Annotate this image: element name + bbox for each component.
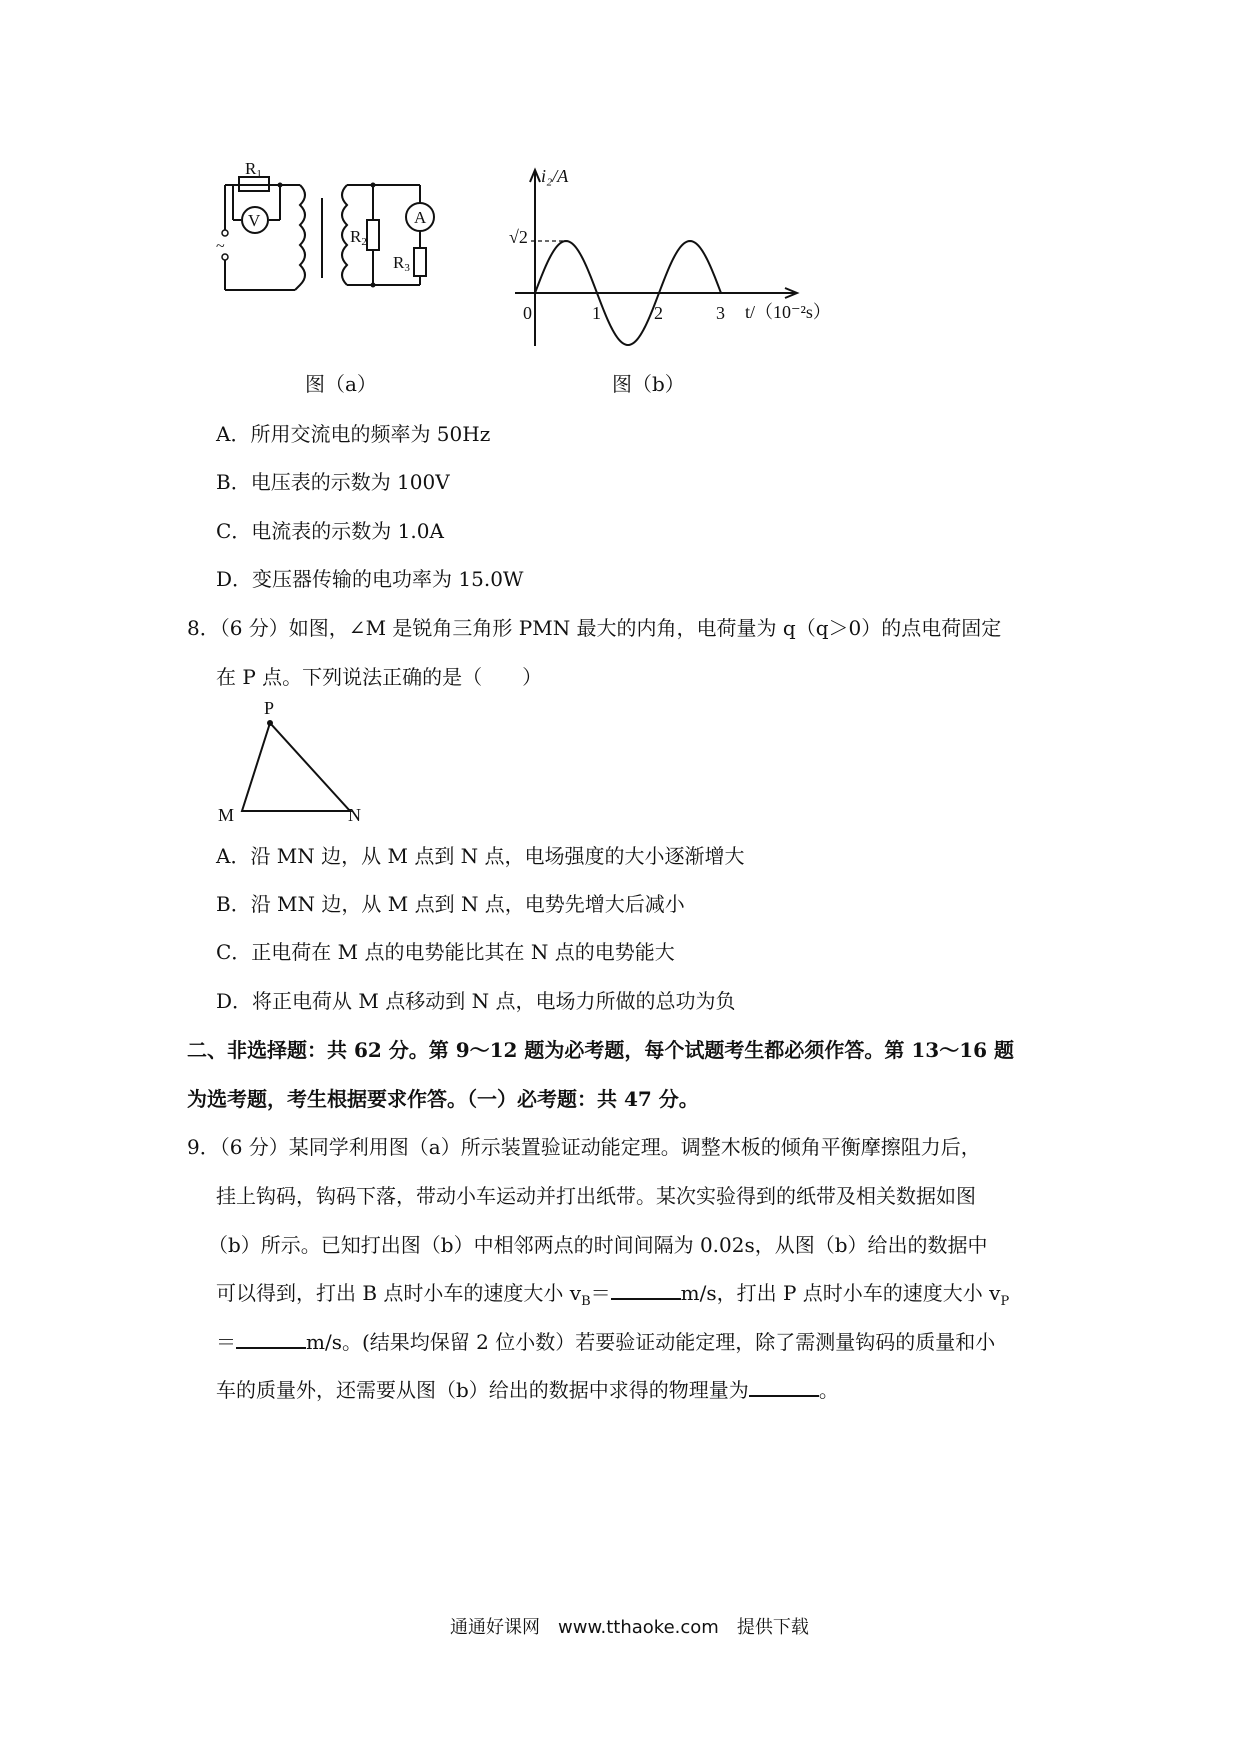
q9-stem-line5: ＝ m/s。(结果均保留 2 位小数）若要验证动能定理，除了需测量钩码的质量和小 [216, 1330, 996, 1354]
q9-stem-line4: 可以得到，打出 B 点时小车的速度大小 $v_B= m/s$，打出 P 点时小车的速度大小 $v_P$ [216, 1281, 1010, 1309]
answer-blank-quantity[interactable] [749, 1377, 819, 1397]
q9-stem-line2: 挂上钩码，钩码下落，带动小车运动并打出纸带。某次实验得到的纸带及相关数据如图 [216, 1184, 976, 1208]
peak-value-label: √2 [509, 227, 528, 247]
q9-stem-line6: 车的质量外，还需要从图（b）给出的数据中求得的物理量为 。 [216, 1378, 839, 1402]
x-tick-label-0: 0 [523, 303, 532, 323]
r3-label: R3 [393, 253, 410, 274]
q9-stem-line1: 9．（6 分）某同学利用图（a）所示装置验证动能定理。调整木板的倾角平衡摩擦阻力后， [187, 1135, 981, 1159]
q8-stem-line2: 在 P 点。下列说法正确的是（ ） [216, 665, 543, 689]
ammeter-label: A [414, 208, 427, 227]
q7-option-d: D．变压器传输的电功率为 15.0W [216, 567, 524, 591]
q8-option-a: A．沿 MN 边，从 M 点到 N 点，电场强度的大小逐渐增大 [216, 844, 745, 868]
triangle-pmn-diagram [212, 695, 372, 825]
q8-option-d: D．将正电荷从 M 点移动到 N 点，电场力所做的总功为负 [216, 989, 736, 1013]
point-p-label: P [264, 698, 275, 718]
point-m-label: M [218, 805, 235, 825]
q8-stem-line1: 8．（6 分）如图，∠M 是锐角三角形 PMN 最大的内角，电荷量为 q（q＞0）的点电荷固定 [187, 616, 1002, 640]
x-tick-label-2: 2 [654, 303, 663, 323]
section2-heading-line1: 二、非选择题：共 62 分。第 9～12 题为必考题，每个试题考生都必须作答。第 13～16 题 [187, 1038, 1015, 1062]
q8-option-c: C．正电荷在 M 点的电势能比其在 N 点的电势能大 [216, 940, 675, 964]
y-axis-label: i₂/A [541, 166, 569, 186]
q7-option-c: C．电流表的示数为 1.0A [216, 519, 444, 543]
q8-option-b: B．沿 MN 边，从 M 点到 N 点，电势先增大后减小 [216, 892, 685, 916]
section2-heading-line2: 为选考题，考生根据要求作答。（一）必考题：共 47 分。 [187, 1087, 699, 1111]
q9-stem-line3: （b）所示。已知打出图（b）中相邻两点的时间间隔为 0.02s，从图（b）给出的数据中 [208, 1233, 988, 1257]
ac-source-symbol: ~ [216, 238, 225, 255]
answer-blank-vb[interactable] [611, 1280, 681, 1300]
x-axis-label: t/（10⁻²s） [745, 302, 831, 322]
voltmeter-label: V [248, 211, 261, 230]
footer-source: 通通好课网 www.tthaoke.com 提供下载 [450, 1617, 809, 1638]
point-n-label: N [348, 805, 361, 825]
current-graph [505, 160, 865, 360]
figure-a-caption: 图（a） [305, 372, 377, 396]
answer-blank-vp[interactable] [236, 1329, 306, 1349]
circuit-diagram [205, 160, 485, 340]
q7-option-a: A．所用交流电的频率为 50Hz [216, 422, 491, 446]
figure-b-caption: 图（b） [612, 372, 685, 396]
q7-option-b: B．电压表的示数为 100V [216, 470, 450, 494]
x-tick-label-1: 1 [592, 303, 601, 323]
r2-label: R2 [350, 227, 367, 248]
r1-label: R1 [245, 160, 262, 180]
x-tick-label-3: 3 [716, 303, 725, 323]
